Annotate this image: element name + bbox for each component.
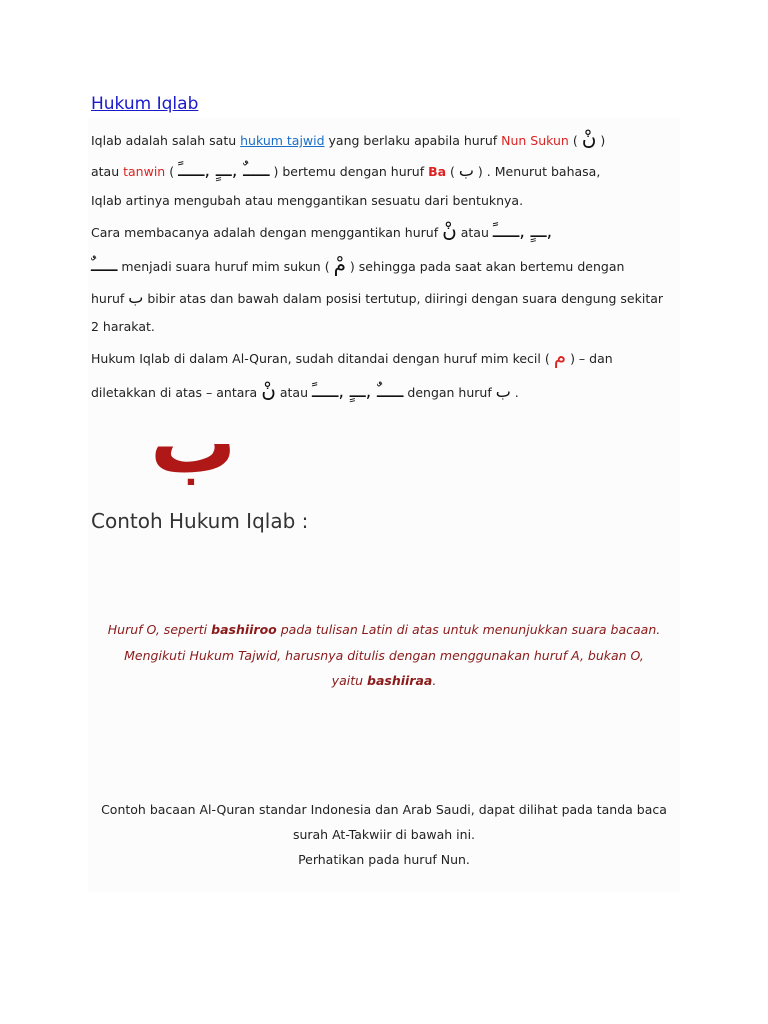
ba-glyph: ب (495, 382, 511, 401)
bashiiroo-term: bashiiroo (211, 622, 277, 637)
text: yang berlaku apabila huruf (324, 133, 502, 148)
para-line-7: 2 harakat. (91, 319, 155, 334)
note-line-2: Mengikuti Hukum Tajwid, harusnya ditulis dengan menggunakan huruf A, bukan O, (124, 648, 644, 663)
note-line-1 (88, 622, 680, 637)
para-line-5 (91, 252, 625, 276)
nun-sukun-glyph: نْ (442, 218, 457, 242)
text: yaitu (331, 673, 367, 688)
footer-line-1: Contoh bacaan Al-Quran standar Indonesia dan Arab Saudi, dapat dilihat pada tanda baca (101, 802, 667, 817)
nun-sukun-glyph: نْ (581, 126, 597, 150)
text: ) bertemu dengan huruf (269, 164, 429, 179)
para-line-1 (91, 126, 606, 150)
nun-sukun-label: Nun Sukun (501, 133, 569, 148)
ba-glyph: ب (128, 288, 144, 307)
hukum-tajwid-link[interactable]: hukum tajwid (240, 133, 325, 148)
text: ) . Menurut bahasa, (473, 164, 601, 179)
text: Cara membacanya adalah dengan menggantikan huruf (91, 225, 443, 240)
text: ) sehingga pada saat akan bertemu dengan (345, 259, 625, 274)
text: atau (91, 164, 124, 179)
text: Huruf O, seperti (107, 622, 212, 637)
text: huruf (91, 291, 129, 306)
section-title: Contoh Hukum Iqlab : (91, 509, 309, 533)
tanwin-glyphs: ـــــٌ ,ـــٍ ,ـــــً (311, 381, 404, 402)
text: atau (275, 385, 312, 400)
text: Hukum Iqlab di dalam Al-Quran, sudah ditandai dengan huruf mim kecil ( (91, 351, 554, 366)
ba-label: Ba (428, 164, 447, 179)
para-line-6 (91, 290, 663, 307)
para-line-4 (91, 218, 553, 242)
nun-sukun-glyph: نْ (261, 378, 276, 402)
tanwin-glyphs: ـــٍ ,ـــــً, (492, 221, 553, 242)
text: ( (568, 133, 582, 148)
tanwin-glyphs: ـــــٌ ,ـــٍ ,ـــــً (178, 160, 270, 181)
text: ( (446, 164, 459, 179)
small-mim-glyph: م (553, 344, 567, 368)
text: Iqlab adalah salah satu (91, 133, 241, 148)
tanwin-label: tanwin (123, 164, 166, 179)
mim-sukun-glyph: مْ (333, 252, 346, 276)
text: . (432, 673, 437, 688)
text: bibir atas dan bawah dalam posisi tertutup, diiringi dengan suara dengung sekitar (143, 291, 664, 306)
text: . (510, 385, 519, 400)
para-line-2 (91, 160, 601, 181)
text: pada tulisan Latin di atas untuk menunjukkan suara bacaan. (276, 622, 661, 637)
tanwin-glyph: ـــــٌ (91, 255, 118, 276)
page-title[interactable]: Hukum Iqlab (91, 94, 199, 114)
note-line-3 (88, 673, 680, 688)
text: ) (596, 133, 606, 148)
para-line-3: Iqlab artinya mengubah atau menggantikan sesuatu dari bentuknya. (91, 193, 524, 208)
ba-glyph: ب (458, 161, 474, 180)
text: dengan huruf (403, 385, 496, 400)
text: diletakkan di atas – antara (91, 385, 262, 400)
ba-letter-image: ب (150, 393, 237, 493)
text: ) – dan (566, 351, 613, 366)
text: ( (165, 164, 179, 179)
footer-line-3: Perhatikan pada huruf Nun. (298, 852, 470, 867)
para-line-8 (91, 344, 613, 368)
text: atau (456, 225, 493, 240)
bashiiraa-term: bashiiraa (367, 673, 433, 688)
footer-line-2: surah At-Takwiir di bawah ini. (292, 827, 476, 842)
text: menjadi suara huruf mim sukun ( (117, 259, 334, 274)
